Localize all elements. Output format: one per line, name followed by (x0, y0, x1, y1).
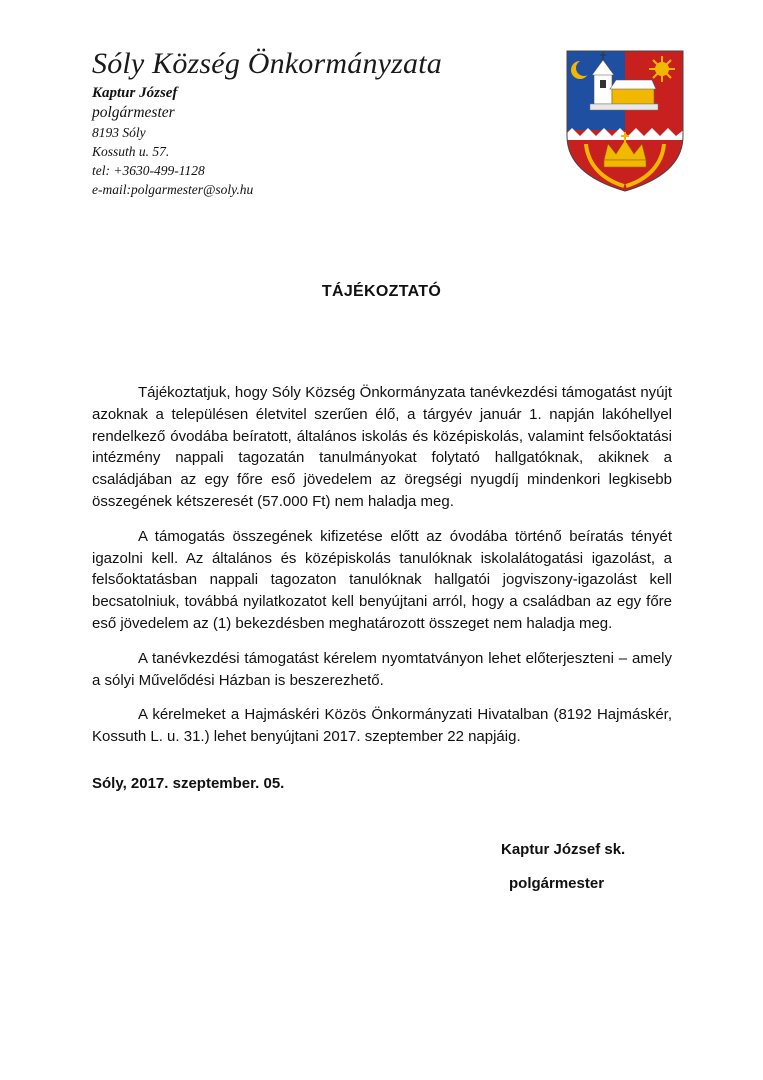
organization-name: Sóly Község Önkormányzata (92, 47, 442, 80)
body-paragraph-2: A támogatás összegének kifizetése előtt az óvodába történő beíratás tényét igazolni kell. Az általános és középiskolás tanulóknak iskolalátogatási igazolást, a felsőoktatásban nappali tagozaton tanulóknak hallgatói jogviszony-igazolást kell becsatolniuk, továbbá nyilatkozatot kell benyújtani arról, hogy a családban az egy főre eső jövedelem az (1) bekezdésben meghatározott összeget nem haladja meg. (92, 527, 672, 632)
mayor-role: polgármester (92, 104, 175, 121)
dateline: Sóly, 2017. szeptember. 05. (92, 775, 285, 792)
street-address: Kossuth u. 57. (92, 144, 170, 159)
phone-number: tel: +3630-499-1128 (92, 163, 205, 178)
mayor-name: Kaptur József (92, 85, 178, 101)
document-body (92, 382, 672, 761)
body-paragraph-3: A tanévkezdési támogatást kérelem nyomtatványon lehet előterjeszteni – amely a sólyi Művelődési Házban is beszerezhető. (92, 649, 672, 689)
document-title: TÁJÉKOZTATÓ (321, 283, 442, 300)
coat-of-arms-icon (564, 48, 686, 194)
postal-code-city: 8193 Sóly (92, 125, 146, 140)
letterhead (92, 46, 442, 199)
body-paragraph-4: A kérelmeket a Hajmáskéri Közös Önkormányzati Hivatalban (8192 Hajmáskér, Kossuth L. u. 31.) lehet benyújtani 2017. szeptember 22 napjáig. (92, 706, 672, 746)
email-address: e-mail:polgarmester@soly.hu (92, 182, 254, 197)
signature-role: polgármester (509, 875, 605, 892)
body-paragraph-1: Tájékoztatjuk, hogy Sóly Község Önkormányzata tanévkezdési támogatást nyújt azoknak a településen életvitel szerűen élő, a tárgyév január 1. napján lakóhellyel rendelkező óvodába beíratott, általános iskolás és középiskolás, valamint felsőoktatási intézmény nappali tagozatán tanulmányokat folytató hallgatóknak, akiknek a családjában az egy főre eső jövedelem az öregségi nyugdíj mindenkori legkisebb összegének kétszeresét (57.000 Ft) nem haladja meg. (92, 384, 672, 510)
signature-name: Kaptur József sk. (501, 841, 626, 858)
